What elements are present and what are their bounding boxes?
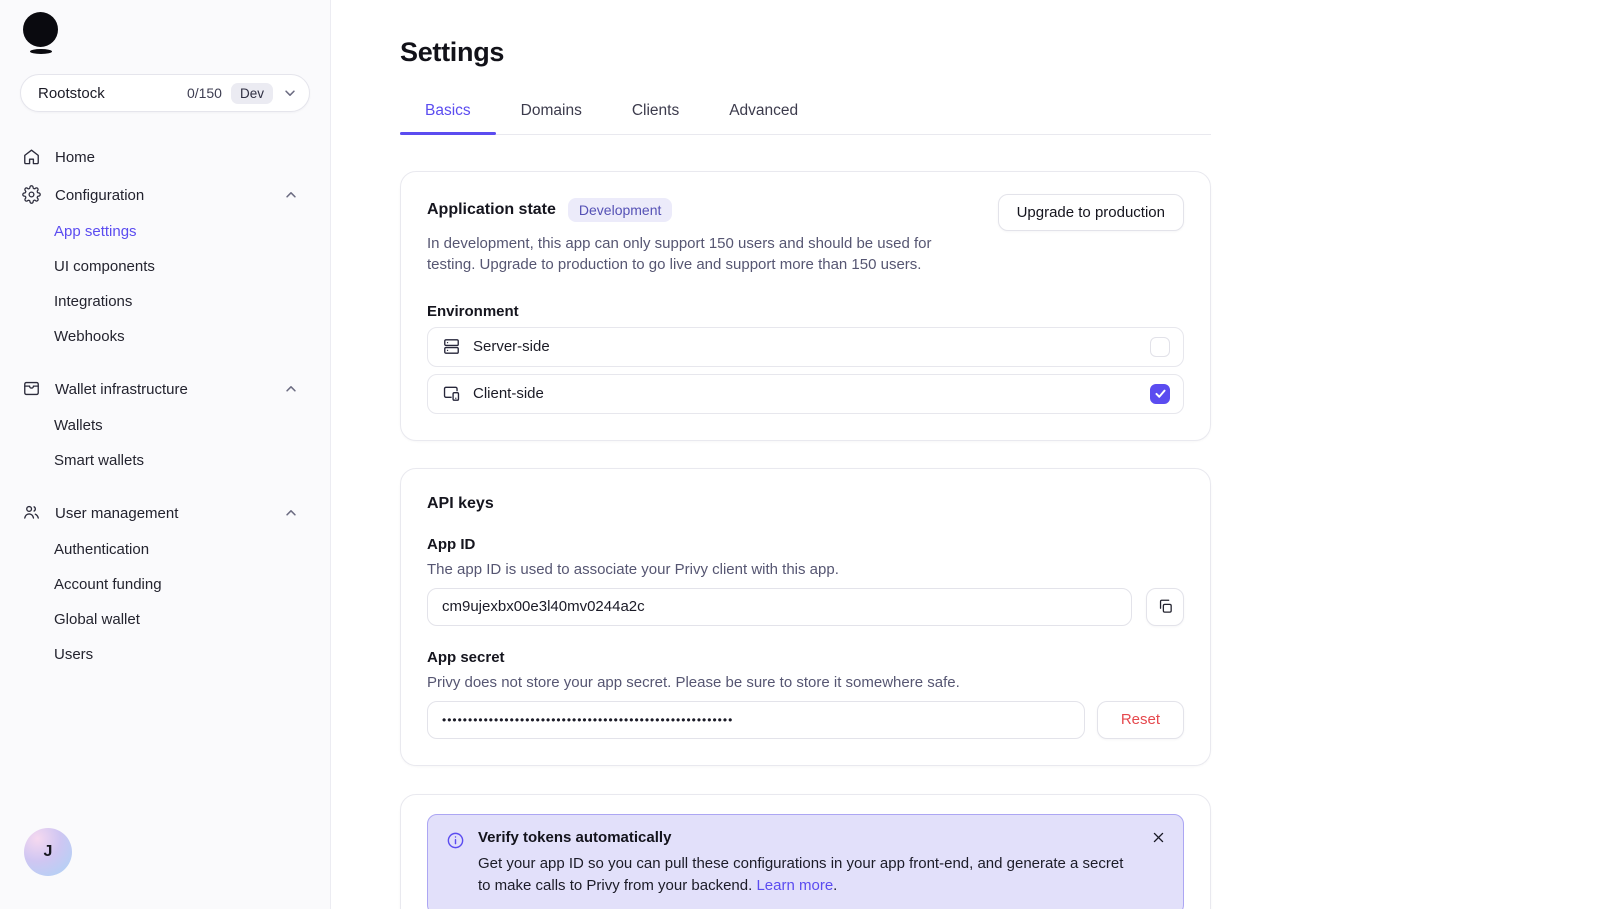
- environment-option-client-side[interactable]: [427, 374, 1184, 414]
- sidebar-item-webhooks[interactable]: Webhooks: [54, 328, 125, 345]
- environment-option-label: Client-side: [473, 385, 544, 403]
- chevron-up-icon: [284, 506, 298, 520]
- reset-app-secret-button[interactable]: Reset: [1097, 701, 1184, 739]
- api-keys-card: [400, 468, 1211, 766]
- chevron-up-icon: [284, 382, 298, 396]
- sidebar-item-home[interactable]: [20, 138, 310, 176]
- gear-icon: [22, 185, 42, 205]
- sidebar-item-label: Configuration: [55, 186, 145, 204]
- tab-clients[interactable]: Clients: [631, 102, 680, 119]
- chevron-down-icon: [283, 86, 297, 100]
- sidebar-item-wallets[interactable]: Wallets: [54, 417, 103, 434]
- close-icon[interactable]: [1152, 831, 1165, 898]
- sidebar-item-global-wallet[interactable]: Global wallet: [54, 611, 140, 628]
- sidebar-item-configuration[interactable]: [20, 176, 310, 214]
- privy-logo: [23, 12, 63, 54]
- sidebar-item-label: Home: [55, 148, 96, 166]
- sidebar-item-account-funding[interactable]: Account funding: [54, 576, 162, 593]
- sidebar: [0, 0, 331, 909]
- sidebar-item-authentication[interactable]: Authentication: [54, 541, 150, 558]
- app-id-input[interactable]: [427, 588, 1132, 626]
- info-icon: [446, 831, 465, 898]
- banner-text: [478, 853, 1139, 898]
- upgrade-to-production-button[interactable]: Upgrade to production: [998, 194, 1184, 231]
- app-id-description: The app ID is used to associate your Privy client with this app.: [427, 560, 839, 578]
- environment-label: Environment: [427, 302, 519, 320]
- learn-more-link[interactable]: Learn more: [756, 877, 834, 895]
- sidebar-item-wallet-infrastructure[interactable]: [20, 370, 310, 408]
- application-state-card: [400, 171, 1211, 441]
- settings-tabs: [400, 102, 1211, 135]
- home-icon: [22, 147, 42, 167]
- server-icon: [442, 337, 461, 356]
- development-badge: Development: [568, 198, 673, 222]
- sidebar-item-smart-wallets[interactable]: Smart wallets: [54, 452, 145, 469]
- app-secret-label: App secret: [427, 648, 505, 666]
- sidebar-item-users[interactable]: Users: [54, 646, 94, 663]
- sidebar-item-ui-components[interactable]: UI components: [54, 258, 155, 275]
- sidebar-item-label: User management: [55, 504, 179, 522]
- app-id-label: App ID: [427, 535, 476, 553]
- app-secret-description: Privy does not store your app secret. Please be sure to store it somewhere safe.: [427, 673, 960, 691]
- app-selector-name: Rootstock: [38, 84, 105, 102]
- environment-option-server-side[interactable]: [427, 327, 1184, 367]
- sidebar-item-user-management[interactable]: [20, 494, 310, 532]
- api-keys-title: API keys: [427, 494, 494, 512]
- copy-icon: [1157, 598, 1174, 615]
- tab-basics[interactable]: Basics: [400, 102, 496, 134]
- application-state-description: In development, this app can only support 150 users and should be used for testing. Upgrade to production to go live and support more than 150 users.: [427, 235, 932, 274]
- sidebar-item-label: Wallet infrastructure: [55, 380, 188, 398]
- app-selector[interactable]: [20, 74, 310, 112]
- client-side-checkbox[interactable]: [1150, 384, 1170, 404]
- devices-icon: [442, 384, 461, 403]
- wallet-icon: [22, 379, 42, 399]
- banner-text-period: .: [833, 877, 838, 895]
- avatar-initial: J: [43, 843, 53, 860]
- env-badge: Dev: [231, 83, 273, 104]
- server-side-checkbox[interactable]: [1150, 337, 1170, 357]
- app-usage-count: 0/150: [186, 85, 222, 101]
- avatar[interactable]: [24, 828, 72, 876]
- application-state-title: Application state: [427, 201, 556, 218]
- sidebar-item-app-settings[interactable]: App settings: [54, 223, 137, 240]
- sidebar-nav: [20, 138, 310, 672]
- banner-text-body: Get your app ID so you can pull these configurations in your app front-end, and generate a secret to make calls to Privy from your backend.: [478, 854, 1124, 895]
- tab-advanced[interactable]: Advanced: [729, 102, 799, 119]
- verify-tokens-card: [400, 794, 1211, 909]
- copy-app-id-button[interactable]: [1146, 588, 1184, 626]
- chevron-up-icon: [284, 188, 298, 202]
- tab-domains[interactable]: Domains: [520, 102, 582, 119]
- page-title: Settings: [400, 37, 505, 67]
- sidebar-item-integrations[interactable]: Integrations: [54, 293, 133, 310]
- app-secret-input[interactable]: [427, 701, 1085, 739]
- environment-option-label: Server-side: [473, 338, 550, 356]
- verify-tokens-banner: [427, 814, 1184, 909]
- main-content: [331, 0, 1600, 909]
- users-icon: [22, 503, 42, 523]
- banner-title: Verify tokens automatically: [478, 828, 672, 846]
